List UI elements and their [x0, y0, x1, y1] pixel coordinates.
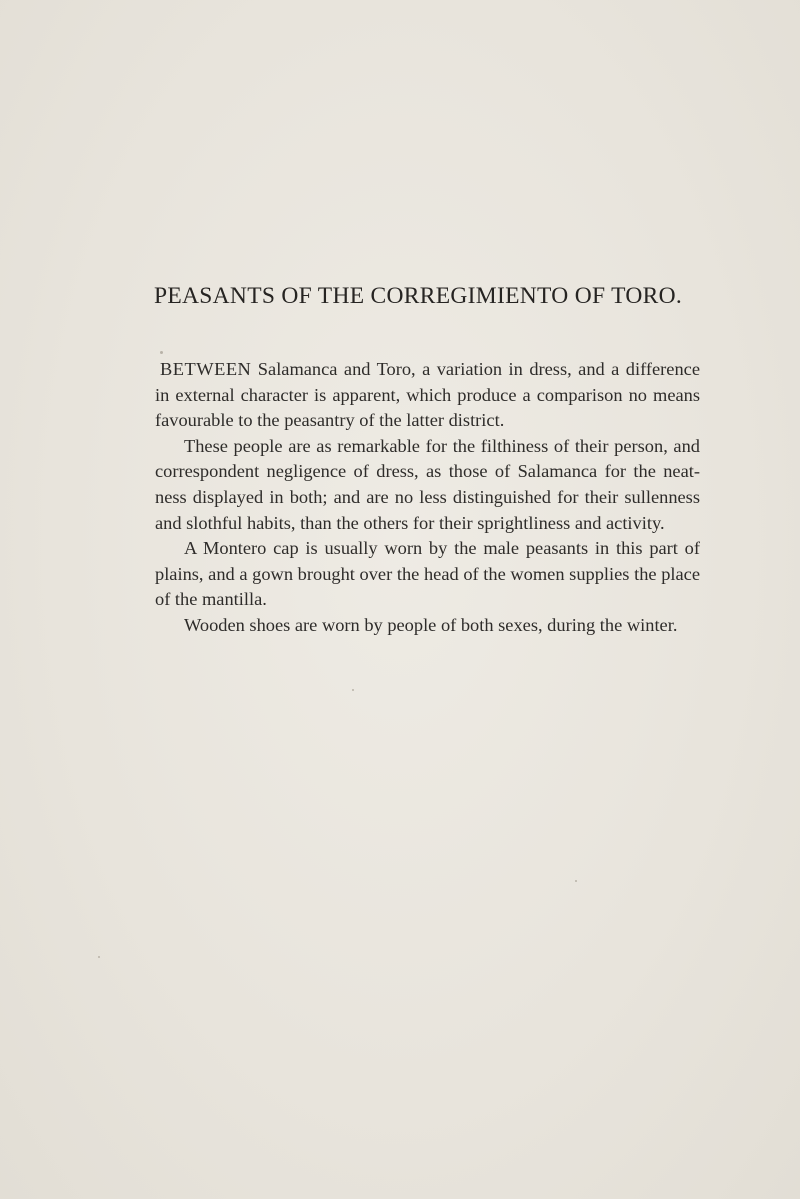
body-text: [155, 357, 700, 639]
paragraph-2: These people are as remarkable for the filthiness of their person, and correspondent negligence of dress, as those of Salamanca for the neat-ness displayed in both; and are no less distinguished for their sullenness and slothful habits, than the others for their sprightliness and activity.: [155, 435, 700, 533]
paragraph-4: Wooden shoes are worn by people of both sexes, during the winter.: [184, 614, 678, 635]
paper-speck: [160, 351, 163, 354]
paragraph-1: [155, 357, 700, 434]
paper-speck: [98, 956, 100, 958]
paragraph-1-text: Salamanca and Toro, a variation in dress, and a difference in external character is apparent, which produce a comparison no means favourable to the peasantry of the latter district.: [155, 359, 700, 431]
paragraph-lead-word: BETWEEN: [160, 359, 252, 379]
paper-speck: [352, 689, 354, 691]
paper-speck: [575, 880, 577, 882]
paragraph-3: A Montero cap is usually worn by the male peasants in this part of plains, and a gown brought over the head of the women supplies the place of the mantilla.: [155, 538, 700, 610]
page-title: PEASANTS OF THE CORREGIMIENTO OF TORO.: [154, 283, 683, 309]
